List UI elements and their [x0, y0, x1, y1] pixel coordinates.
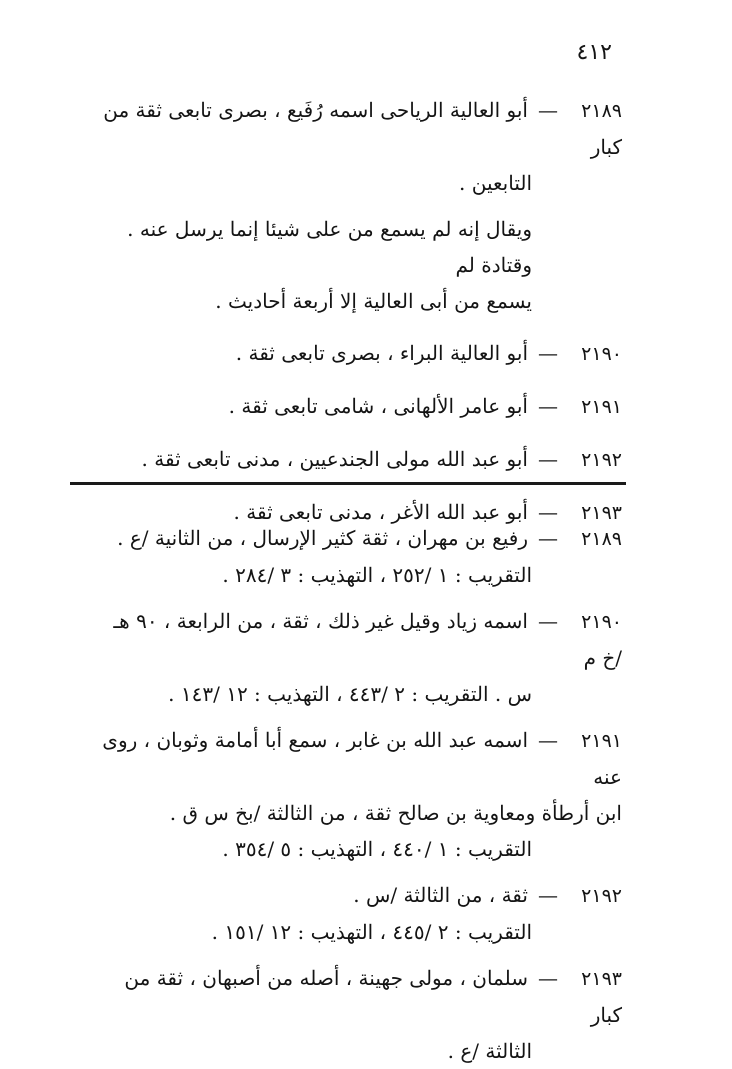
footnote-line	[102, 877, 622, 914]
footnote-dash: —	[538, 609, 558, 633]
footnotes	[102, 520, 622, 1069]
footnote-citation: التقريب : ١ /٢٥٢ ، التهذيب : ٣ /٢٨٤ .	[222, 563, 532, 587]
footnote-dash: —	[538, 883, 558, 907]
footnote-number: ٢١٩٣	[581, 968, 622, 990]
footnote-number: ٢١٩٠	[581, 611, 622, 633]
entry-continuation: التابعين .	[459, 171, 532, 195]
entry-dash: —	[538, 500, 558, 524]
footnote-dash: —	[538, 728, 558, 752]
footnote-citation: التقريب : ١ /٤٤٠ ، التهذيب : ٥ /٣٥٤ .	[222, 837, 532, 861]
entry-text: أبو العالية البراء ، بصرى تابعى ثقة .	[235, 341, 528, 365]
footnote-citation: التقريب : ٢ /٤٤٥ ، التهذيب : ١٢ /١٥١ .	[211, 920, 532, 944]
footnote-line	[102, 722, 622, 795]
footnote-continuation: الثالثة /ع .	[447, 1039, 532, 1063]
entry-number: ٢١٩٣	[581, 502, 622, 524]
entry-2192	[102, 441, 622, 478]
entry-number: ٢١٩١	[581, 396, 622, 418]
footnote-2189	[102, 520, 622, 593]
paragraph-line: ويقال إنه لم يسمع من على شيئا إنما يرسل عنه . وقتادة لم	[127, 217, 532, 277]
footnote-text: اسمه عبد الله بن غابر ، سمع أبا أمامة وثوبان ، روى عنه	[102, 728, 622, 789]
footnote-number: ٢١٩٢	[581, 885, 622, 907]
footnote-citation: س . التقريب : ٢ /٤٤٣ ، التهذيب : ١٢ /١٤٣ .	[168, 682, 532, 706]
entry-dash: —	[538, 98, 558, 122]
footnote-continuation: ابن أرطأة ومعاوية بن صالح ثقة ، من الثالثة /بخ س ق .	[169, 801, 622, 825]
commentary-paragraph	[102, 211, 622, 319]
footnote-2190	[102, 603, 622, 712]
footnote-2191	[102, 722, 622, 867]
entry-text: أبو عبد الله مولى الجندعيين ، مدنى تابعى ثقة .	[141, 447, 528, 471]
footnote-dash: —	[538, 966, 558, 990]
main-text	[102, 92, 622, 531]
entry-dash: —	[538, 341, 558, 365]
footnote-2193	[102, 960, 622, 1069]
entry-dash: —	[538, 447, 558, 471]
paragraph-line: يسمع من أبى العالية إلا أربعة أحاديث .	[215, 289, 532, 313]
footnote-line	[102, 520, 622, 557]
footnote-line	[102, 603, 622, 676]
page-number: ٤١٢	[576, 40, 612, 65]
entry-text: أبو عامر الألهانى ، شامى تابعى ثقة .	[228, 394, 528, 418]
entry-number: ٢١٨٩	[581, 100, 622, 122]
footnote-text: رفيع بن مهران ، ثقة كثير الإرسال ، من الثانية /ع .	[117, 526, 528, 550]
footnote-line	[102, 960, 622, 1033]
entry-2191	[102, 388, 622, 425]
footnote-divider	[70, 482, 626, 485]
entry-2190	[102, 335, 622, 372]
footnote-text: اسمه زياد وقيل غير ذلك ، ثقة ، من الرابعة ، ٩٠ هـ /خ م	[113, 609, 622, 670]
entry-text: أبو العالية الرياحى اسمه رُفَيع ، بصرى تابعى ثقة من كبار	[103, 98, 622, 159]
footnote-number: ٢١٨٩	[581, 528, 622, 550]
entry-line	[102, 92, 622, 165]
footnote-text: ثقة ، من الثالثة /س .	[353, 883, 528, 907]
entry-number: ٢١٩٢	[581, 449, 622, 471]
entry-2189	[102, 92, 622, 201]
footnote-number: ٢١٩١	[581, 730, 622, 752]
entry-number: ٢١٩٠	[581, 343, 622, 365]
entry-dash: —	[538, 394, 558, 418]
entry-text: أبو عبد الله الأغر ، مدنى تابعى ثقة .	[233, 500, 528, 524]
footnote-dash: —	[538, 526, 558, 550]
footnote-text: سلمان ، مولى جهينة ، أصله من أصبهان ، ثقة من كبار	[124, 966, 622, 1027]
footnote-2192	[102, 877, 622, 950]
